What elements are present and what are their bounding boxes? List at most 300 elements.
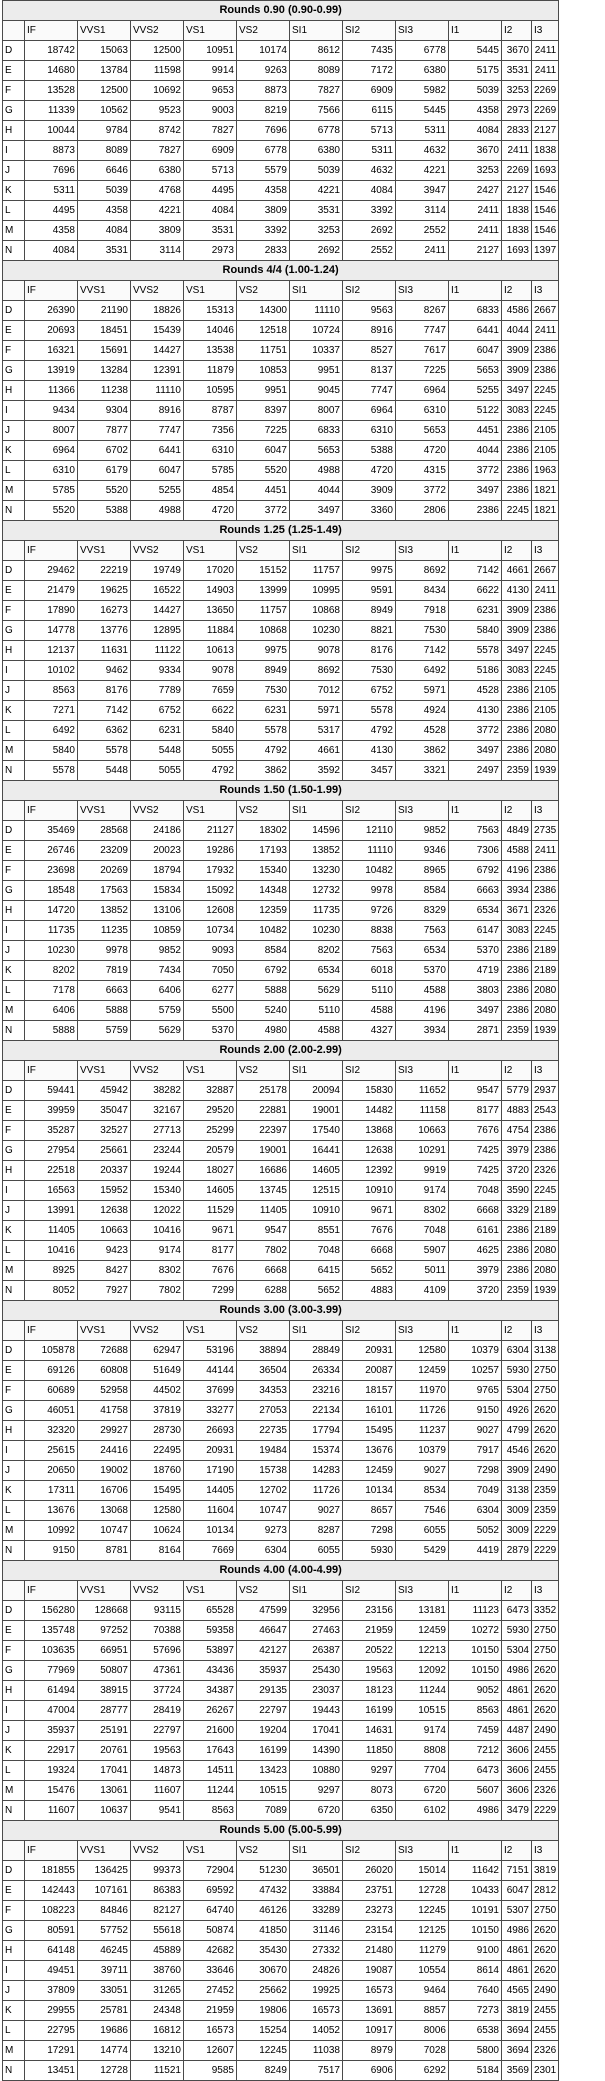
price-cell: 2411 [449,221,502,241]
price-cell: 60808 [78,1361,131,1381]
price-cell: 10613 [184,641,237,661]
price-cell: 16812 [131,2021,184,2041]
price-cell: 9100 [449,1941,502,1961]
price-cell: 7918 [396,601,449,621]
price-cell: 15340 [131,1181,184,1201]
price-cell: 35937 [25,1721,78,1741]
price-cell: 13181 [396,1601,449,1621]
price-cell: 15063 [78,41,131,61]
price-cell: 29135 [237,1681,290,1701]
price-cell: 2386 [502,441,532,461]
price-cell: 6668 [449,1201,502,1221]
color-grade-row [3,1941,559,1961]
color-grade-label: G [3,621,25,641]
color-grade-label: J [3,681,25,701]
price-cell: 6304 [502,1341,532,1361]
price-cell: 7050 [184,961,237,981]
color-grade-label: E [3,321,25,341]
price-cell: 11751 [237,341,290,361]
price-cell: 9273 [237,1521,290,1541]
price-cell: 15476 [25,1781,78,1801]
price-cell: 15952 [78,1181,131,1201]
price-cell: 7298 [449,1461,502,1481]
column-header: SI2 [343,1321,396,1341]
price-cell: 19001 [290,1101,343,1121]
price-cell: 14348 [237,881,290,901]
price-cell: 6778 [237,141,290,161]
column-header: I2 [502,801,532,821]
price-cell: 7012 [290,681,343,701]
price-cell: 17193 [237,841,290,861]
price-cell: 107161 [78,1881,131,1901]
price-cell: 3497 [449,481,502,501]
price-cell: 4861 [502,1681,532,1701]
price-cell: 25191 [78,1721,131,1741]
column-header [3,281,25,301]
price-cell: 2620 [532,1441,559,1461]
color-grade-label: I [3,661,25,681]
color-grade-row [3,841,559,861]
price-cell: 9585 [184,2061,237,2081]
price-cell: 2750 [532,1641,559,1661]
price-cell: 1939 [532,1281,559,1301]
price-cell: 15691 [78,341,131,361]
price-cell: 8873 [25,141,78,161]
color-grade-label: E [3,1101,25,1121]
price-cell: 6047 [131,461,184,481]
price-cell: 2269 [502,161,532,181]
price-cell: 32887 [184,1081,237,1101]
section-title-row [3,261,559,281]
price-cell: 6415 [290,1261,343,1281]
color-grade-row [3,141,559,161]
color-grade-row [3,961,559,981]
price-cell: 10992 [25,1521,78,1541]
price-cell: 18027 [184,1161,237,1181]
price-cell: 2386 [532,601,559,621]
color-grade-row [3,1341,559,1361]
color-grade-label: F [3,861,25,881]
price-cell: 2127 [532,121,559,141]
price-cell: 41758 [78,1401,131,1421]
price-cell: 23154 [343,1921,396,1941]
price-cell: 26267 [184,1701,237,1721]
price-cell: 6778 [290,121,343,141]
column-header: VS1 [184,801,237,821]
price-cell: 12638 [343,1141,396,1161]
price-cell: 2386 [502,741,532,761]
section-title: Rounds 4.00 (4.00-4.99) [3,1561,559,1581]
column-header: I2 [502,281,532,301]
price-cell: 9523 [131,101,184,121]
price-cell: 7225 [396,361,449,381]
price-cell: 12607 [184,2041,237,2061]
color-grade-label: D [3,1861,25,1881]
price-cell: 7563 [343,941,396,961]
price-cell: 2692 [290,241,343,261]
price-cell: 2189 [532,1221,559,1241]
price-cell: 3457 [343,761,396,781]
color-grade-label: E [3,581,25,601]
price-cell: 8563 [25,681,78,701]
price-cell: 72688 [78,1341,131,1361]
price-cell: 2245 [532,381,559,401]
color-grade-label: J [3,1201,25,1221]
price-cell: 22134 [290,1401,343,1421]
price-cell: 21959 [184,2001,237,2021]
color-grade-label: D [3,301,25,321]
price-cell: 6380 [131,161,184,181]
price-cell: 7747 [396,321,449,341]
price-cell: 6720 [396,1781,449,1801]
price-cell: 5370 [449,941,502,961]
price-cell: 7151 [502,1861,532,1881]
price-cell: 8397 [237,401,290,421]
column-header: I3 [532,281,559,301]
color-grade-row [3,241,559,261]
price-cell: 13284 [78,361,131,381]
price-cell: 14903 [184,581,237,601]
column-header: VS2 [237,801,290,821]
color-grade-label: N [3,761,25,781]
price-cell: 11279 [396,1941,449,1961]
price-cell: 14680 [25,61,78,81]
column-header: VS2 [237,1841,290,1861]
price-cell: 103635 [25,1641,78,1661]
price-cell: 4084 [343,181,396,201]
price-cell: 13423 [237,1761,290,1781]
price-cell: 2692 [343,221,396,241]
price-cell: 6018 [343,961,396,981]
color-grade-label: G [3,1921,25,1941]
price-cell: 2667 [532,561,559,581]
price-cell: 5930 [343,1541,396,1561]
price-cell: 4130 [343,741,396,761]
price-cell: 32320 [25,1421,78,1441]
column-header-row [3,1061,559,1081]
price-cell: 11237 [396,1421,449,1441]
color-grade-row [3,701,559,721]
color-grade-row [3,1141,559,1161]
price-cell: 3083 [502,921,532,941]
color-grade-label: M [3,1001,25,1021]
price-cell: 35287 [25,1121,78,1141]
price-cell: 5930 [502,1361,532,1381]
price-cell: 28568 [78,821,131,841]
price-cell: 5800 [449,2041,502,2061]
price-cell: 10291 [396,1141,449,1161]
price-cell: 2620 [532,1701,559,1721]
price-cell: 2127 [449,241,502,261]
price-cell: 80591 [25,1921,78,1941]
price-cell: 3720 [449,1281,502,1301]
price-cell: 41850 [237,1921,290,1941]
price-cell: 3360 [343,501,396,521]
price-cell: 135748 [25,1621,78,1641]
price-cell: 53897 [184,1641,237,1661]
color-grade-row [3,1701,559,1721]
price-cell: 5445 [396,101,449,121]
price-cell: 2080 [532,1241,559,1261]
price-cell: 6047 [237,441,290,461]
price-cell: 5578 [25,761,78,781]
price-cell: 2620 [532,1681,559,1701]
price-cell: 3803 [449,981,502,1001]
price-cell: 6304 [449,1501,502,1521]
price-cell: 2127 [502,181,532,201]
price-cell: 6492 [396,661,449,681]
price-cell: 5240 [237,1001,290,1021]
price-cell: 7802 [237,1241,290,1261]
price-cell: 19286 [184,841,237,861]
price-cell: 10515 [396,1701,449,1721]
price-cell: 19686 [78,2021,131,2041]
price-cell: 32527 [78,1121,131,1141]
section-title: Rounds 2.00 (2.00-2.99) [3,1041,559,1061]
price-cell: 2386 [502,721,532,741]
color-grade-row [3,1281,559,1301]
price-cell: 8692 [290,661,343,681]
price-cell: 4986 [502,1921,532,1941]
price-cell: 2386 [502,941,532,961]
column-header: I2 [502,1061,532,1081]
price-cell: 8202 [290,941,343,961]
price-cell: 5011 [396,1261,449,1281]
price-cell: 8925 [25,1261,78,1281]
price-cell: 8808 [396,1741,449,1761]
price-cell: 4044 [290,481,343,501]
price-cell: 5907 [396,1241,449,1261]
price-cell: 3934 [502,881,532,901]
price-cell: 2386 [502,1241,532,1261]
price-cell: 6752 [131,701,184,721]
price-cell: 6102 [396,1801,449,1821]
color-grade-row [3,301,559,321]
price-cell: 10880 [290,1761,343,1781]
price-cell: 7617 [396,341,449,361]
price-cell: 12245 [237,2041,290,2061]
price-cell: 8137 [343,361,396,381]
price-cell: 11405 [25,1221,78,1241]
price-cell: 26390 [25,301,78,321]
price-cell: 69126 [25,1361,78,1381]
price-cell: 38915 [78,1681,131,1701]
color-grade-row [3,1781,559,1801]
price-cell: 8534 [396,1481,449,1501]
price-cell: 43436 [184,1661,237,1681]
price-cell: 105878 [25,1341,78,1361]
price-cell: 3694 [502,2021,532,2041]
price-cell: 22917 [25,1741,78,1761]
price-cell: 11652 [396,1081,449,1101]
column-header: VVS2 [131,281,184,301]
price-cell: 5579 [237,161,290,181]
price-cell: 6534 [449,901,502,921]
price-cell: 8177 [449,1101,502,1121]
price-cell: 2937 [532,1081,559,1101]
price-cell: 8427 [78,1261,131,1281]
price-cell: 5052 [449,1521,502,1541]
price-cell: 6492 [25,721,78,741]
price-cell: 22219 [78,561,131,581]
price-cell: 2620 [532,1921,559,1941]
section-title-row [3,781,559,801]
price-cell: 4720 [343,461,396,481]
color-grade-row [3,981,559,1001]
price-cell: 12732 [290,881,343,901]
column-header: SI1 [290,801,343,821]
section-title-row [3,1041,559,1061]
price-cell: 4327 [343,1021,396,1041]
price-cell: 4586 [502,301,532,321]
price-cell: 15092 [184,881,237,901]
price-cell: 15313 [184,301,237,321]
price-cell: 156280 [25,1601,78,1621]
price-cell: 8787 [184,401,237,421]
price-cell: 42127 [237,1641,290,1661]
price-cell: 2326 [532,1161,559,1181]
column-header: SI1 [290,281,343,301]
color-grade-label: H [3,1161,25,1181]
price-cell: 9726 [343,901,396,921]
price-cell: 20931 [184,1441,237,1461]
price-cell: 3352 [532,1601,559,1621]
price-cell: 7434 [131,961,184,981]
column-header: I3 [532,1581,559,1601]
price-cell: 16441 [290,1141,343,1161]
price-cell: 8006 [396,2021,449,2041]
column-header: VVS2 [131,541,184,561]
price-cell: 16573 [343,1981,396,2001]
price-cell: 5629 [131,1021,184,1041]
color-grade-row [3,1621,559,1641]
price-cell: 17794 [290,1421,343,1441]
color-grade-label: J [3,941,25,961]
price-cell: 5311 [343,141,396,161]
color-grade-row [3,641,559,661]
price-cell: 25615 [25,1441,78,1461]
price-cell: 33646 [184,1961,237,1981]
price-cell: 8176 [78,681,131,701]
price-cell: 25178 [237,1081,290,1101]
price-cell: 9150 [449,1401,502,1421]
price-cell: 6668 [343,1241,396,1261]
color-grade-row [3,1401,559,1421]
color-grade-row [3,1761,559,1781]
price-cell: 6406 [25,1001,78,1021]
price-cell: 17890 [25,601,78,621]
price-cell: 46051 [25,1401,78,1421]
price-cell: 8007 [25,421,78,441]
color-grade-row [3,321,559,341]
column-header: I3 [532,1061,559,1081]
price-cell: 5653 [449,361,502,381]
price-cell: 20579 [184,1141,237,1161]
price-cell: 17932 [184,861,237,881]
price-cell: 6310 [25,461,78,481]
section-title: Rounds 1.25 (1.25-1.49) [3,521,559,541]
price-cell: 4588 [396,981,449,1001]
price-cell: 4792 [237,741,290,761]
price-cell: 31146 [290,1921,343,1941]
price-cell: 5888 [237,981,290,1001]
price-cell: 12500 [78,81,131,101]
column-header: I3 [532,541,559,561]
price-cell: 4358 [449,101,502,121]
price-cell: 10416 [25,1241,78,1261]
price-cell: 14390 [290,1741,343,1761]
price-cell: 18302 [237,821,290,841]
price-cell: 9464 [396,1981,449,2001]
price-cell: 2386 [502,701,532,721]
price-cell: 11235 [78,921,131,941]
price-cell: 7028 [396,2041,449,2061]
column-header-row [3,1841,559,1861]
price-cell: 2359 [502,1281,532,1301]
price-cell: 9852 [131,941,184,961]
color-grade-row [3,61,559,81]
price-cell: 9297 [343,1761,396,1781]
price-cell: 10624 [131,1521,184,1541]
price-cell: 14482 [343,1101,396,1121]
price-cell: 13991 [25,1201,78,1221]
price-cell: 3772 [449,461,502,481]
color-grade-row [3,581,559,601]
price-cell: 12125 [396,1921,449,1941]
price-cell: 12459 [343,1461,396,1481]
price-cell: 16686 [237,1161,290,1181]
price-cell: 17643 [184,1741,237,1761]
price-cell: 5370 [396,961,449,981]
price-cell: 3321 [396,761,449,781]
price-cell: 11735 [25,921,78,941]
price-cell: 15495 [131,1481,184,1501]
price-cell: 7530 [396,621,449,641]
color-grade-row [3,161,559,181]
price-cell: 16273 [78,601,131,621]
price-cell: 27713 [131,1121,184,1141]
price-cell: 7298 [343,1521,396,1541]
price-cell: 23216 [290,1381,343,1401]
price-cell: 53196 [184,1341,237,1361]
price-cell: 44144 [184,1361,237,1381]
color-grade-row [3,1461,559,1481]
price-cell: 10747 [78,1521,131,1541]
price-cell: 2326 [532,901,559,921]
column-header: SI3 [396,541,449,561]
price-cell: 46647 [237,1621,290,1641]
color-grade-label: J [3,161,25,181]
price-cell: 19806 [237,2001,290,2021]
price-cell: 52958 [78,1381,131,1401]
price-cell: 3009 [502,1521,532,1541]
price-cell: 27463 [290,1621,343,1641]
price-cell: 2386 [532,1141,559,1161]
price-cell: 5759 [131,1001,184,1021]
price-cell: 5713 [184,161,237,181]
price-cell: 2386 [532,861,559,881]
price-cell: 4988 [290,461,343,481]
price-cell: 4588 [290,1021,343,1041]
color-grade-row [3,1541,559,1561]
color-grade-label: N [3,1801,25,1821]
color-grade-label: D [3,41,25,61]
price-cell: 38282 [131,1081,184,1101]
price-cell: 11110 [131,381,184,401]
price-cell: 35937 [237,1661,290,1681]
price-cell: 3670 [449,141,502,161]
price-cell: 2080 [532,1261,559,1281]
